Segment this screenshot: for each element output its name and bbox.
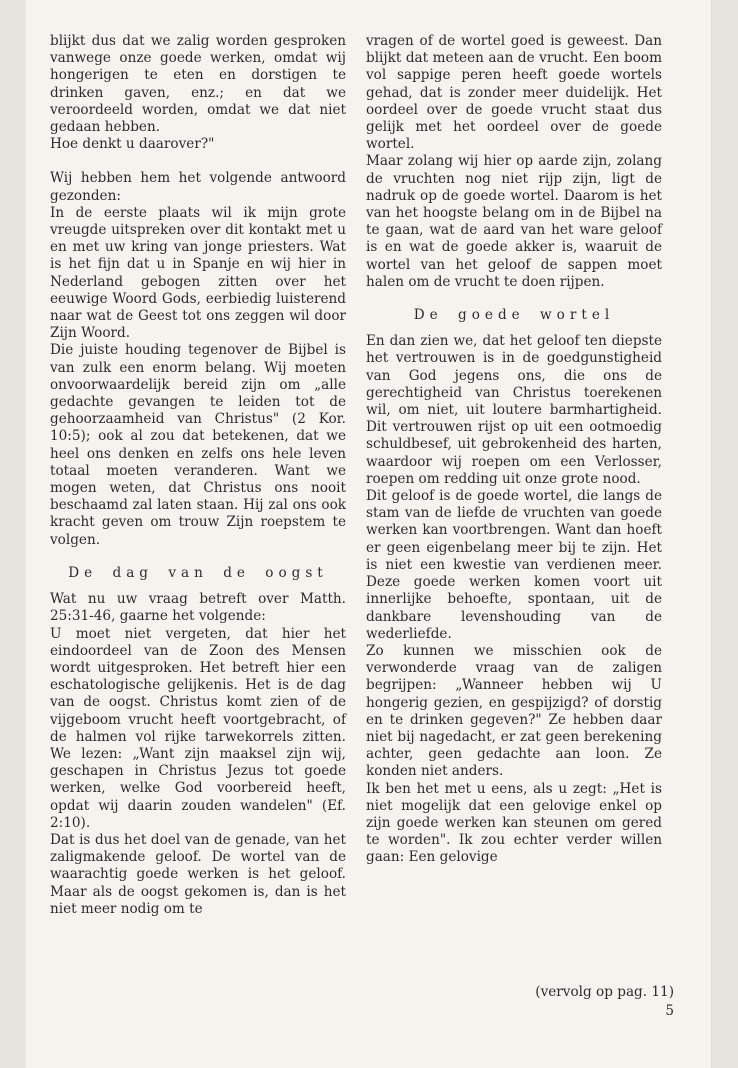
page-number: 5 — [665, 1003, 674, 1019]
paragraph-trust: En dan zien we, dat het geloof ten diepste het vertrouwen is in de goedgunstigheid van God jegens ons, die ons de gerechtigheid van Christus toerekenen wil, om niet, uit loutere barmhartigheid. Dit vertrouwen rijst op uit een ootmoedig schuldbesef, uit gebrokenheid des harten, waardoor wij roepen om een Verlosser, roepen om redding uit onze grote nood. — [366, 333, 662, 487]
paragraph-final-judgement: U moet niet vergeten, dat hier het eindoordeel van de Zoon des Mensen wordt uitgesproken. Het betreft hier een eschatologische gelijkenis. Het is de dag van de oogst. Christus komt zien of de vijgeboom vrucht heeft voortgebracht, of de halmen vol rijke tarwekorrels zitten. We lezen: „Want zijn maaksel zijn wij, geschapen in Christus Jezus tot goede werken, welke God voorbereid heeft, opdat wij daarin zouden wandelen" (Ef. 2:10). — [50, 625, 346, 831]
paragraph-wondering: Zo kunnen we misschien ook de verwonderde vraag van de zaligen begrijpen: „Wanneer hebben wij U hongerig gezien, en gespijzigd? of dorstig en te drinken gegeven?" Ze hebben daar niet bij nagedacht, er zat geen berekening achter, geen gedachte aan loon. Ze konden niet anders. — [366, 642, 662, 780]
paragraph-question: Hoe denkt u daarover?" — [50, 136, 215, 153]
magazine-page — [26, 0, 712, 1068]
section-heading-good-root: De goede wortel — [413, 307, 615, 324]
paragraph-agree: Ik ben het met u eens, als u zegt: „Het is niet mogelijk dat een gelovige enkel op zijn goede werken kan steunen om gered te worden". Ik zou echter verder willen gaan: Een gelovige — [366, 780, 662, 866]
paragraph-attitude: Die juiste houding tegenover de Bijbel is van zulk een enorm belang. Wij moeten onvoorwaardelijk bereid zijn om „alle gedachte gevangen te leiden tot de gehoorzaamheid van Christus" (2 Kor. 10:5); ook al zou dat betekenen, dat we heel ons denken en zelfs ons hele leven totaal moeten veranderen. Want we mogen weten, dat Christus ons nooit beschaamd zal laten staan. Hij zal ons ook kracht geven om trouw Zijn roepstem te volgen. — [50, 342, 346, 548]
right-column — [366, 33, 662, 867]
paragraph-root: Dat is dus het doel van de genade, van het zaligmakende geloof. De wortel van de waarachtig goede werken is het geloof. Maar als de oogst gekomen is, dan is het niet meer nodig om te — [50, 831, 346, 917]
paragraph-earth: Maar zolang wij hier op aarde zijn, zolang de vruchten nog niet rijp zijn, ligt de nadruk op de goede wortel. Daarom is het van het hoogste belang om in de Bijbel na te gaan, wat de aard van het ware geloof is en wat de goede akker is, waaruit de wortel van het geloof de sappen moet halen om de vrucht te doen rijpen. — [366, 153, 662, 290]
left-column — [50, 33, 346, 918]
paragraph-joy: In de eerste plaats wil ik mijn grote vreugde uitspreken over dit kontakt met u en met uw kring van jonge priesters. Wat is het fijn dat u in Spanje en wij hier in Nederland gebogen zitten over het eeuwige Woord Gods, eerbiedig luisterend naar wat de Geest tot ons zeggen wil door Zijn Woord. — [50, 204, 346, 342]
section-heading-harvest: De dag van de oogst — [68, 564, 328, 581]
paragraph-answer-intro: Wij hebben hem het volgende antwoord gezonden: — [50, 170, 346, 204]
paragraph-intro: blijkt dus dat we zalig worden gesproken vanwege onze goede werken, omdat wij hongerigen te eten en dorstigen te drinken gaven, enz.; en dat we veroordeeld worden, omdat we dat niet gedaan hebben. — [50, 33, 346, 136]
paragraph-matthew: Wat nu uw vraag betreft over Matth. 25:31-46, gaarne het volgende: — [50, 591, 346, 625]
continuation-note: (vervolg op pag. 11) — [535, 984, 674, 1000]
paragraph-fruit: vragen of de wortel goed is geweest. Dan blijkt dat meteen aan de vrucht. Een boom vol sappige peren heeft goede wortels gehad, dat is zonder meer duidelijk. Het oordeel over de goede vrucht staat dus gelijk met het oordeel over de goede wortel. — [366, 33, 662, 153]
paragraph-faith-root: Dit geloof is de goede wortel, die langs de stam van de liefde de vruchten van goede werken kan voortbrengen. Want dan hoeft er geen eigenbelang meer bij te zijn. Het is niet een kwestie van verdienen meer. Deze goede werken komen voort uit innerlijke behoefte, spontaan, uit de dankbare levenshouding van de wederliefde. — [366, 488, 662, 642]
